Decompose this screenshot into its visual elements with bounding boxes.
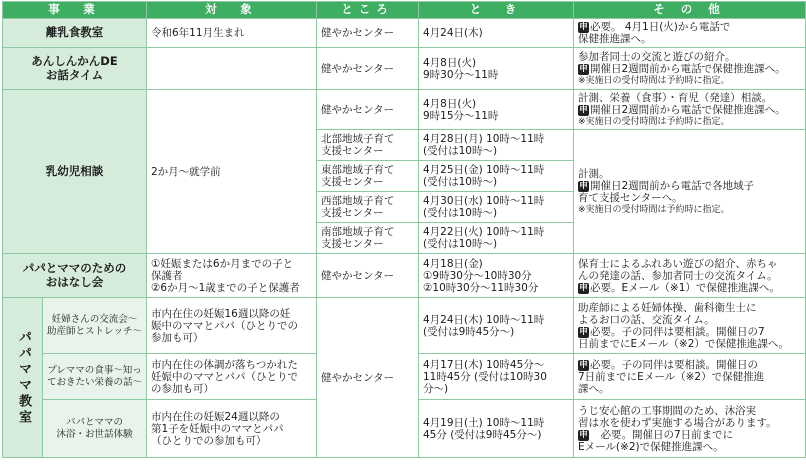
schedule-table <box>2 1 806 458</box>
date-cell: 4月17日(木) 10時45分～ 11時45分 (受付は10時30 分～) <box>419 354 574 400</box>
date-cell: 4月8日(火) 9時30分～11時 <box>419 48 574 90</box>
other-cell: 申 必要。子の同伴は要相談。開催日の 7日前までにEメール（※2）で保健推進 課へ。 <box>574 354 806 400</box>
place-cell: 健やかセンター <box>317 298 419 458</box>
date-cell: 4月30日(水) 10時～11時 (受付は10時～) <box>419 192 574 223</box>
target-cell: 市内在住の妊娠16週以降の妊 娠中のママとパパ（ひとりでの 参加も可） <box>147 298 317 354</box>
table-row <box>3 19 806 48</box>
place-cell: 東部地域子育て 支援センター <box>317 161 419 192</box>
other-cell: 計測、栄養（食事）・育児（発達）相談。 申 開催日2週間前から電話で保健推進課へ。 ※実施日の受付時間は予約時に指定。 <box>574 90 806 130</box>
place-cell: 北部地域子育て 支援センター <box>317 130 419 161</box>
apply-badge-icon: 申 <box>579 181 588 192</box>
header-event: 事 業 <box>3 2 147 19</box>
apply-badge-icon: 申 <box>579 326 588 337</box>
apply-badge-icon: 申 <box>579 22 588 32</box>
table-row <box>3 298 806 354</box>
apply-badge-icon: 申 <box>579 105 588 116</box>
sub-event-name: プレママの食事～知っ ておきたい栄養の話～ <box>43 354 147 400</box>
other-cell: 申 必要。 4月1日(火)から電話で 保健推進課へ。 <box>574 19 806 48</box>
header-other: そ の 他 <box>574 2 806 19</box>
table-row <box>3 254 806 298</box>
apply-badge-icon: 申 <box>579 64 588 75</box>
target-cell: 市内在住の妊娠24週以降の 第1子を妊娠中のママとパパ （ひとりでの参加も可） <box>147 400 317 458</box>
other-cell: 参加者同士の交流と遊びの紹介。 申 開催日2週間前から電話で保健推進課へ。 ※実施日の受付時間は予約時に指定。 <box>574 48 806 90</box>
place-cell: 南部地域子育て 支援センター <box>317 223 419 254</box>
date-cell: 4月28日(月) 10時～11時 (受付は10時～) <box>419 130 574 161</box>
header-target: 対 象 <box>147 2 317 19</box>
apply-badge-icon: 申 <box>579 282 588 293</box>
event-name: 離乳食教室 <box>3 19 147 48</box>
target-cell: 令和6年11月生まれ <box>147 19 317 48</box>
place-cell: 西部地域子育て 支援センター <box>317 192 419 223</box>
target-cell: 2か月～就学前 <box>147 90 317 254</box>
target-cell: ①妊娠または6か月までの子と 保護者 ②6か月～1歳までの子と保護者 <box>147 254 317 298</box>
header-place: ところ <box>317 2 419 19</box>
other-cell: 保育士によるふれあい遊びの紹介、赤ちゃ んの発達の話、参加者同士の交流タイム。 申 必要。Eメール（※1）で保健推進課へ。 <box>574 254 806 298</box>
date-cell: 4月24日(木) 10時～11時 (受付は9時45分～) <box>419 298 574 354</box>
date-cell: 4月24日(木) <box>419 19 574 48</box>
sub-event-name: パパとママの 沐浴・お世話体験 <box>43 400 147 458</box>
apply-badge-icon: 申 <box>579 359 588 370</box>
target-cell: 市内在住の体調が落ちつかれた 妊娠中のママとパパ（ひとりで の参加も可） <box>147 354 317 400</box>
other-cell: 助産師による妊婦体操、歯科衛生士に よるお口の話、交流タイム。 申 必要。子の同伴は要相談。開催日の7 日前までにEメール（※2）で保健推進課へ。 <box>574 298 806 354</box>
place-cell: 健やかセンター <box>317 48 419 90</box>
place-cell: 健やかセンター <box>317 19 419 48</box>
header-time: と き <box>419 2 574 19</box>
group-label: パパママ教室 <box>3 298 43 458</box>
date-cell: 4月19日(土) 10時～11時 45分 (受付は9時45分～) <box>419 400 574 458</box>
date-cell: 4月18日(金) ①9時30分～10時30分 ②10時30分～11時30分 <box>419 254 574 298</box>
other-cell: うじ安心館の工事期間のため、沐浴実 習は水を使わず実施する場合があります。 申 必要。開催日の7日前までに Eメール(※2)で保健推進課へ。 <box>574 400 806 458</box>
table-row <box>3 90 806 130</box>
event-name: パパとママのための おはなし会 <box>3 254 147 298</box>
apply-badge-icon: 申 <box>579 429 588 440</box>
date-cell: 4月22日(火) 10時～11時 (受付は10時～) <box>419 223 574 254</box>
place-cell: 健やかセンター <box>317 90 419 130</box>
header-row <box>3 2 806 19</box>
target-cell <box>147 48 317 90</box>
place-cell: 健やかセンター <box>317 254 419 298</box>
event-name: 乳幼児相談 <box>3 90 147 254</box>
other-cell: 計測。 申 開催日2週間前から電話で各地域子 育て支援センターへ。 ※実施日の受付時間は予約時に指定。 <box>574 130 806 254</box>
event-schedule <box>0 1 806 472</box>
date-cell: 4月8日(火) 9時15分～11時 <box>419 90 574 130</box>
event-name: あんしんかんDE お話タイム <box>3 48 147 90</box>
date-cell: 4月25日(金) 10時～11時 (受付は10時～) <box>419 161 574 192</box>
sub-event-name: 妊婦さんの交流会～ 助産師とストレッチ～ <box>43 298 147 354</box>
table-row <box>3 48 806 90</box>
